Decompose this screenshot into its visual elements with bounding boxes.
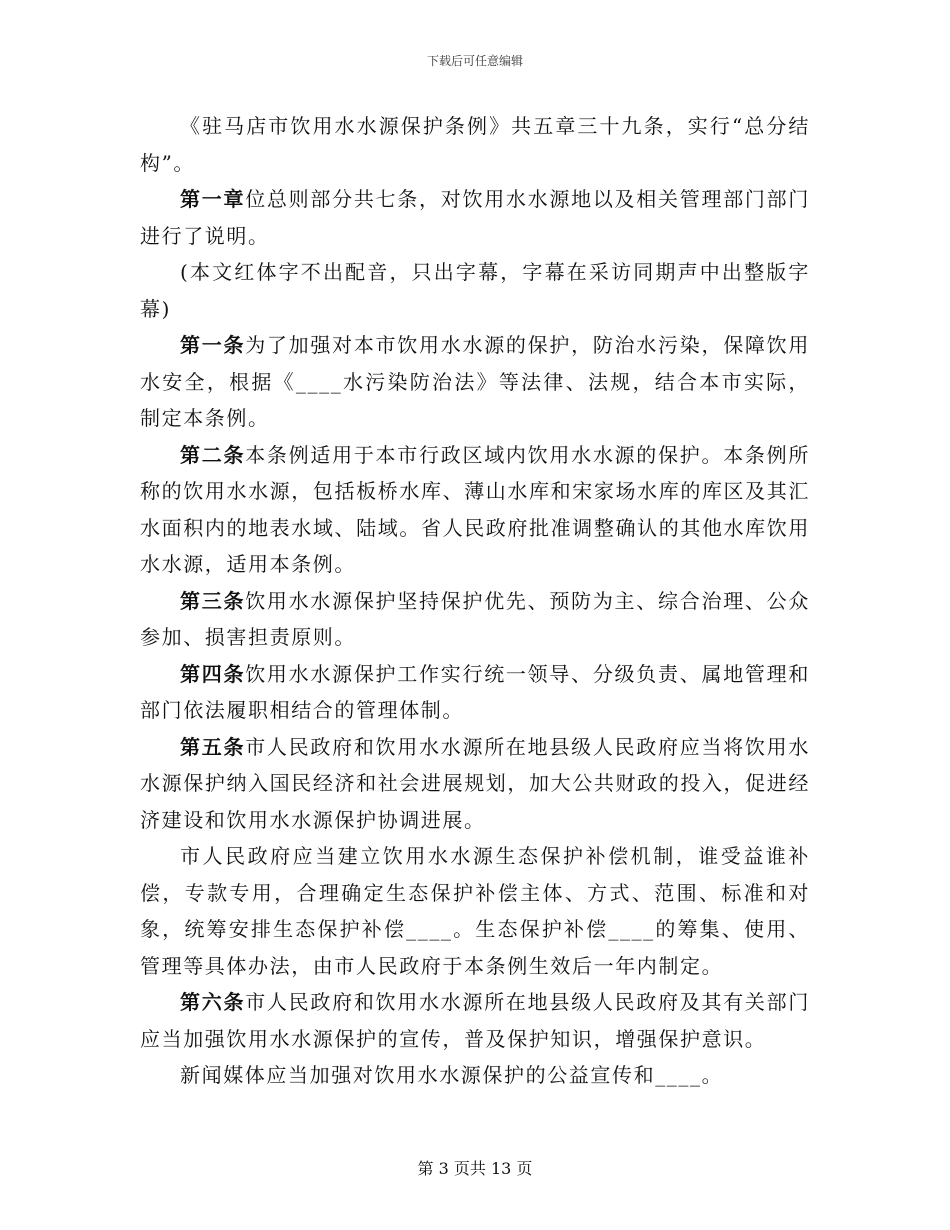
paragraph-text: 饮用水水源保护工作实行统一领导、分级负责、属地管理和部门依法履职相结合的管理体制。 xyxy=(140,661,810,722)
paragraph xyxy=(140,437,810,583)
paragraph-text: 市人民政府和饮用水水源所在地县级人民政府应当将饮用水水源保护纳入国民经济和社会进展规划，加大公共财政的投入，促进经济建设和饮用水水源保护协调进展。 xyxy=(140,734,810,832)
paragraph-text: 为了加强对本市饮用水水源的保护，防治水污染，保障饮用水安全，根据《____水污染防治法》等法律、法规，结合本市实际，制定本条例。 xyxy=(140,333,810,430)
article-heading: 第二条 xyxy=(180,442,246,467)
chapter-heading: 第一章 xyxy=(180,187,246,211)
paragraph xyxy=(140,108,810,181)
paragraph xyxy=(140,656,810,729)
document-body xyxy=(140,108,810,1094)
paragraph-text: 新闻媒体应当加强对饮用水水源保护的公益宣传和____。 xyxy=(180,1063,724,1087)
paragraph-text: 《驻马店市饮用水水源保护条例》共五章三十九条，实行“总分结构”。 xyxy=(140,114,810,175)
paragraph-text: 市人民政府应当建立饮用水水源生态保护补偿机制，谁受益谁补偿，专款专用，合理确定生态保护补偿主体、方式、范围、标准和对象，统筹安排生态保护补偿____。生态保护补偿____的筹集、使用、管理等具体办法，由市人民政府于本条例生效后一年内制定。 xyxy=(140,844,810,978)
page-header: 下载后可任意编辑 xyxy=(426,54,523,68)
article-heading: 第六条 xyxy=(180,990,246,1014)
paragraph xyxy=(140,583,810,656)
article-heading: 第四条 xyxy=(180,661,246,686)
page-number: 第 3 页共 13 页 xyxy=(417,1159,533,1178)
paragraph-text: 饮用水水源保护坚持保护优先、预防为主、综合治理、公众参加、损害担责原则。 xyxy=(140,588,810,649)
article-heading: 第三条 xyxy=(180,588,246,613)
paragraph-text: 市人民政府和饮用水水源所在地县级人民政府及其有关部门应当加强饮用水水源保护的宣传，普及保护知识，增强保护意识。 xyxy=(140,990,810,1051)
paragraph xyxy=(140,984,810,1057)
paragraph-text: 本条例适用于本市行政区域内饮用水水源的保护。本条例所称的饮用水水源，包括板桥水库、薄山水库和宋家场水库的库区及其汇水面积内的地表水域、陆域。省人民政府批准调整确认的其他水库饮用水水源，适用本条例。 xyxy=(140,442,810,576)
paragraph xyxy=(140,1057,810,1094)
paragraph-text: 位总则部分共七条，对饮用水水源地以及相关管理部门部门进行了说明。 xyxy=(140,187,810,248)
paragraph-text: (本文红体字不出配音，只出字幕，字幕在采访同期声中出整版字幕) xyxy=(140,260,810,321)
article-heading: 第一条 xyxy=(180,333,246,357)
article-heading: 第五条 xyxy=(180,734,246,759)
paragraph xyxy=(140,327,810,437)
paragraph xyxy=(140,838,810,984)
paragraph xyxy=(140,729,810,839)
paragraph xyxy=(140,181,810,254)
paragraph xyxy=(140,254,810,327)
